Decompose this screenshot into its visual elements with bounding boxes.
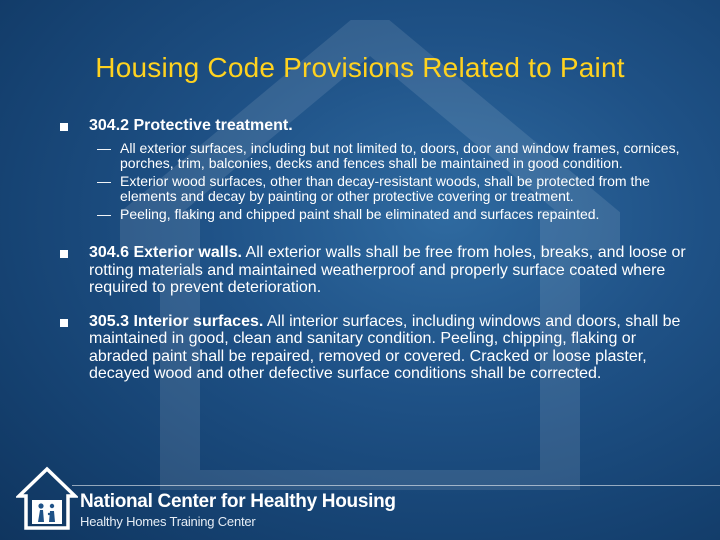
dash-bullet-icon: — (97, 139, 111, 156)
slide-content (60, 117, 696, 383)
subitem (97, 174, 696, 205)
subitem (97, 141, 696, 172)
bullet-body: All exterior walls shall be free from holes, breaks, and loose or rotting materials and maintained weatherproof and properly surface coated where required to prevent deterioration. (89, 244, 686, 296)
dash-bullet-icon: — (97, 172, 111, 189)
organization-name: National Center for Healthy Housing (80, 491, 396, 512)
bullet-heading: 304.2 Protective treatment. (89, 117, 293, 134)
bullet-item-305-3 (60, 313, 696, 383)
bullet-item-304-6 (60, 244, 696, 297)
house-family-logo-icon (16, 466, 78, 536)
bullet-item-304-2 (60, 117, 696, 135)
footer-divider (72, 485, 720, 486)
subitem-text: Exterior wood surfaces, other than decay-resistant woods, shall be protected from the elements and decay by painting or other protective covering or treatment. (120, 172, 650, 204)
square-bullet-icon (60, 319, 68, 327)
bullet-heading: 305.3 Interior surfaces. (89, 312, 264, 330)
dash-bullet-icon: — (97, 205, 111, 222)
square-bullet-icon (60, 250, 68, 258)
subitem-list (97, 141, 696, 223)
subitem-text: All exterior surfaces, including but not limited to, doors, door and window frames, cornices, porches, trim, balconies, decks and fences shall be maintained in good condition. (120, 139, 680, 171)
organization-subtitle: Healthy Homes Training Center (80, 514, 256, 529)
bullet-heading: 304.6 Exterior walls. (89, 244, 242, 261)
subitem-text: Peeling, flaking and chipped paint shall be eliminated and surfaces repainted. (120, 205, 600, 222)
square-bullet-icon (60, 123, 68, 131)
subitem (97, 207, 696, 223)
slide-title: Housing Code Provisions Related to Paint (95, 52, 625, 83)
bullet-body: All interior surfaces, including windows and doors, shall be maintained in good, clean and sanitary condition. Peeling, chipping, flaking or abraded paint shall be repaired, removed or covered. Cracked or loose plaster, decayed wood and other defective surface conditions shall be corrected. (89, 312, 681, 382)
